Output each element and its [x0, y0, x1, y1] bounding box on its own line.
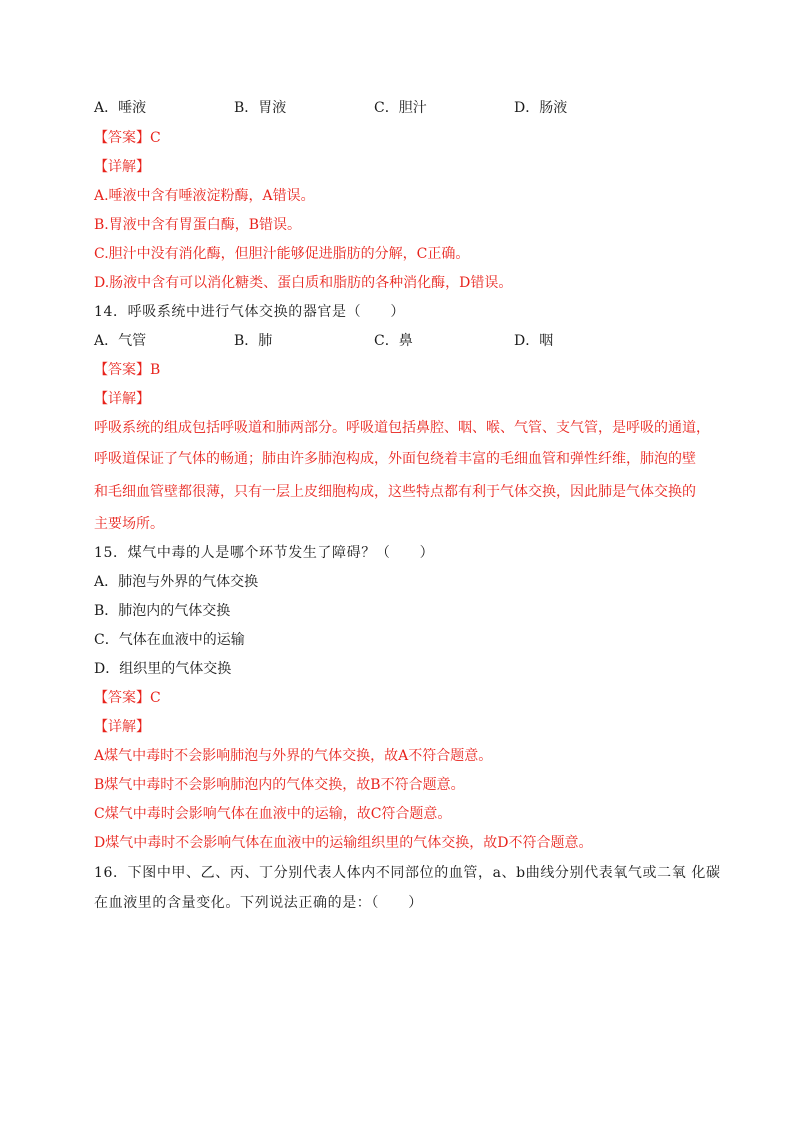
q15-detail-c: C煤气中毒时会影响气体在血液中的运输，故C符合题意。 — [94, 806, 452, 822]
q13-detail-d: D.肠液中含有可以消化糖类、蛋白质和脂肪的各种消化酶，D错误。 — [94, 275, 513, 291]
answer-value: C — [150, 130, 161, 146]
q15-option-b: B．肺泡内的气体交换 — [94, 603, 231, 619]
answer-tag: 【答案】 — [94, 690, 150, 706]
q14-answer — [94, 359, 160, 379]
q14-detail-line-1: 呼吸系统的组成包括呼吸道和肺两部分。呼吸道包括鼻腔、咽、喉、气管、支气管，是呼吸的通道， — [94, 420, 710, 436]
q14-option-c: C．鼻 — [374, 333, 413, 349]
q14-options — [94, 330, 714, 350]
q13-option-d: D．肠液 — [514, 100, 568, 116]
q13-options — [94, 97, 714, 117]
answer-value: C — [150, 690, 161, 706]
q13-option-c: C．胆汁 — [374, 100, 427, 116]
answer-tag: 【答案】 — [94, 130, 150, 146]
q13-answer — [94, 127, 161, 147]
q15-detail-tag: 【详解】 — [94, 719, 150, 735]
answer-tag: 【答案】 — [94, 362, 150, 378]
q14-question: 14．呼吸系统中进行气体交换的器官是（ ） — [94, 304, 406, 320]
q15-detail-b: B煤气中毒时不会影响肺泡内的气体交换，故B不符合题意。 — [94, 777, 465, 793]
q15-option-c: C．气体在血液中的运输 — [94, 632, 245, 648]
q13-detail-c: C.胆汁中没有消化酶，但胆汁能够促进脂肪的分解，C正确。 — [94, 246, 470, 262]
q15-option-a: A．肺泡与外界的气体交换 — [94, 574, 259, 590]
q14-option-d: D．咽 — [514, 333, 554, 349]
q14-detail-tag: 【详解】 — [94, 391, 150, 407]
q13-detail-b: B.胃液中含有胃蛋白酶，B错误。 — [94, 217, 302, 233]
q14-detail-line-3: 和毛细血管壁都很薄，只有一层上皮细胞构成，这些特点都有利于气体交换，因此肺是气体交换的 — [94, 484, 696, 500]
q15-answer — [94, 687, 161, 707]
q14-option-b: B．肺 — [234, 333, 273, 349]
q13-option-a: A．唾液 — [94, 100, 147, 116]
q14-detail-line-4: 主要场所。 — [94, 516, 164, 532]
q15-detail-a: A煤气中毒时不会影响肺泡与外界的气体交换，故A不符合题意。 — [94, 748, 493, 764]
q16-question-line-1: 16．下图中甲、乙、丙、丁分别代表人体内不同部位的血管，a、b曲线分别代表氧气或二氧 化碳 — [94, 865, 721, 881]
q13-detail-tag: 【详解】 — [94, 159, 150, 175]
q16-question-line-2: 在血液里的含量变化。下列说法正确的是：（ ） — [94, 895, 423, 911]
q13-option-b: B．胃液 — [234, 100, 287, 116]
q15-detail-d: D煤气中毒时不会影响气体在血液中的运输组织里的气体交换，故D不符合题意。 — [94, 835, 593, 851]
q15-option-d: D．组织里的气体交换 — [94, 661, 232, 677]
q14-option-a: A．气管 — [94, 333, 147, 349]
q15-question: 15．煤气中毒的人是哪个环节发生了障碍？（ ） — [94, 545, 435, 561]
q13-detail-a: A.唾液中含有唾液淀粉酶，A错误。 — [94, 188, 315, 204]
q14-detail-line-2: 呼吸道保证了气体的畅通；肺由许多肺泡构成，外面包绕着丰富的毛细血管和弹性纤维，肺泡的壁 — [94, 451, 696, 467]
answer-value: B — [150, 362, 161, 378]
